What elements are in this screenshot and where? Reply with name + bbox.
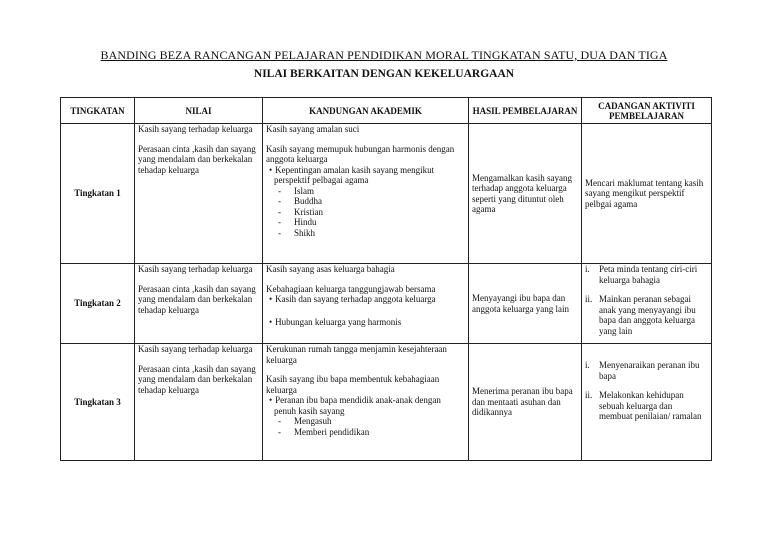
item-number: ii. (585, 294, 593, 304)
item-number: i. (585, 360, 590, 370)
aktiviti-item (585, 390, 708, 422)
kandungan-dash-item: - Memberi pendidikan (278, 427, 465, 438)
kandungan-line: Kasih sayang asas keluarga bahagia (266, 264, 395, 274)
nilai-description: Perasaan cinta ,kasih dan sayang yang mendalam dan berkekalan tehadap keluarga (138, 283, 256, 315)
table-row (61, 124, 712, 264)
kandungan-line: Kasih sayang memupuk hubungan harmonis dengan anggota keluarga (266, 143, 455, 164)
page-subtitle: NILAI BERKAITAN DENGAN KEKELUARGAAN (253, 68, 515, 80)
item-text: Peta minda tentang ciri-ciri keluarga bahagia (599, 264, 698, 285)
kandungan-line: Kerukunan rumah tangga menjamin kesejahteraan keluarga (266, 344, 447, 365)
level-cell: Tingkatan 3 (61, 344, 135, 461)
header-aktiviti: CADANGAN AKTIVITI PEMBELAJARAN (582, 98, 712, 124)
header-hasil: HASIL PEMBELAJARAN (469, 98, 582, 124)
kandungan-line: Kasih sayang amalan suci (266, 124, 360, 134)
kandungan-cell (263, 344, 469, 461)
aktiviti-item (585, 264, 708, 285)
table-row (61, 264, 712, 344)
hasil-cell: Menyayangi ibu bapa dan anggota keluarga yang lain (469, 264, 582, 344)
level-cell: Tingkatan 1 (61, 124, 135, 264)
religion-item: - Kristian (278, 207, 465, 218)
nilai-cell (135, 344, 263, 461)
nilai-text: Kasih sayang terhadap keluarga (138, 344, 253, 354)
item-number: i. (585, 264, 590, 274)
nilai-description: Perasaan cinta ,kasih dan sayang yang mendalam dan berkekalan tehadap keluarga (138, 363, 256, 395)
aktiviti-item (585, 360, 708, 381)
kandungan-bullet: • Kasih dan sayang terhadap anggota keluarga (266, 294, 465, 305)
nilai-cell (135, 124, 263, 264)
religion-item: - Shikh (278, 228, 465, 239)
nilai-text: Kasih sayang terhadap keluarga (138, 124, 253, 134)
item-text: Melakonkan kehidupan sebuah keluarga dan membuat penilaian/ ramalan (599, 390, 702, 421)
level-cell: Tingkatan 2 (61, 264, 135, 344)
header-nilai: NILAI (135, 98, 263, 124)
kandungan-bullet: • Hubungan keluarga yang harmonis (266, 317, 465, 328)
aktiviti-item (585, 294, 708, 336)
religion-item: - Islam (278, 186, 465, 197)
religion-item: - Buddha (278, 196, 465, 207)
kandungan-dash-item: - Mengasuh (278, 416, 465, 427)
religion-item: - Hindu (278, 217, 465, 228)
kandungan-bullet: • Peranan ibu bapa mendidik anak-anak dengan penuh kasih sayang (266, 395, 465, 416)
nilai-text: Kasih sayang terhadap keluarga (138, 264, 253, 274)
kandungan-line: Kebahagiaan keluarga tanggungjawab bersama (266, 283, 436, 294)
item-text: Mainkan peranan sebagai anak yang menyayangi ibu bapa dan anggota keluarga yang lain (599, 294, 696, 336)
header-tingkatan: TINGKATAN (61, 98, 135, 124)
kandungan-cell (263, 264, 469, 344)
comparison-table (60, 97, 712, 461)
table-header-row (61, 98, 712, 124)
aktiviti-cell: Mencari maklumat tentang kasih sayang mengikut perspektif pelbgai agama (582, 124, 712, 264)
kandungan-cell (263, 124, 469, 264)
header-kandungan: KANDUNGAN AKADEMIK (263, 98, 469, 124)
table-row (61, 344, 712, 461)
nilai-description: Perasaan cinta ,kasih dan sayang yang mendalam dan berkekalan tehadap keluarga (138, 143, 256, 175)
hasil-cell: Mengamalkan kasih sayang terhadap anggota keluarga seperti yang dituntut oleh agama (469, 124, 582, 264)
hasil-cell: Menerima peranan ibu bapa dan mentaati asuhan dan didikannya (469, 344, 582, 461)
kandungan-bullet: • Kepentingan amalan kasih sayang mengikut perspektif pelbagai agama (266, 165, 465, 186)
kandungan-line: Kasih sayang ibu bapa membentuk kebahagiaan keluarga (266, 374, 440, 395)
aktiviti-cell (582, 264, 712, 344)
aktiviti-cell (582, 344, 712, 461)
item-number: ii. (585, 390, 593, 400)
nilai-cell (135, 264, 263, 344)
page-title: BANDING BEZA RANCANGAN PELAJARAN PENDIDIKAN MORAL TINGKATAN SATU, DUA DAN TIGA (100, 48, 668, 62)
item-text: Menyenaraikan peranan ibu bapa (599, 360, 700, 381)
